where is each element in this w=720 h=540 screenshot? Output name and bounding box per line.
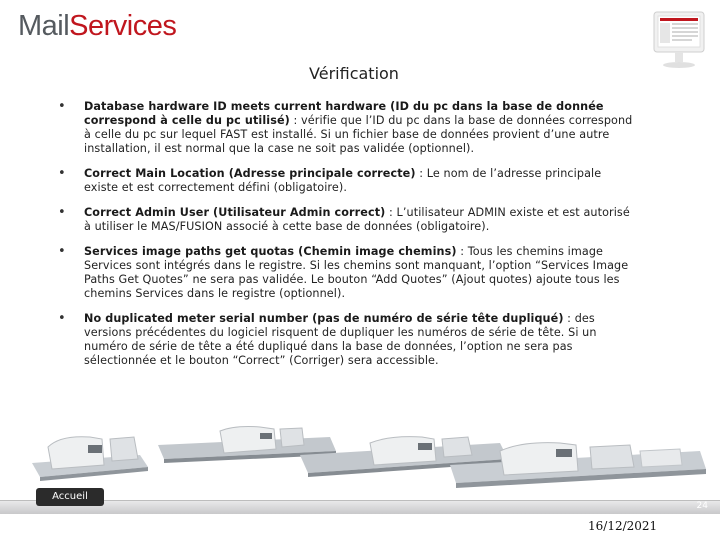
bullet-icon: • (58, 205, 66, 220)
bullet-icon: • (58, 244, 66, 259)
item-heading: Database hardware ID meets current hardware (ID du pc dans la base de donnée correspond à celle du pc utilisé) (84, 100, 604, 127)
item-description: : L’utilisateur ADMIN existe et est autorisé à utiliser le MAS/FUSION associé à cette base de données (obligatoire). (84, 206, 630, 233)
list-item-text (84, 100, 638, 156)
item-description: : vérifie que l’ID du pc dans la base de données correspond à celle du pc sur lequel FAST est installé. Si un fichier base de données provient d’une autre installation, il est normal que la case ne soit pas validée (optionnel). (84, 114, 633, 155)
item-description: : Le nom de l’adresse principale existe et est correctement défini (obligatoire). (84, 167, 602, 194)
list-item-text (84, 167, 638, 195)
home-button[interactable]: Accueil (36, 488, 104, 506)
item-description: : des versions précédentes du logiciel risquent de dupliquer les numéros de série de tête. Si un numéro de série de tête a été dupliqué dans la base de données, l’option ne sera pas sélectionnée et le bouton “Correct” (Corriger) sera accessible. (84, 312, 597, 367)
mailing-machine-small (32, 437, 148, 481)
page-number: 24 (696, 501, 708, 511)
item-heading: No duplicated meter serial number (pas de numéro de série tête dupliqué) (84, 312, 564, 325)
mailing-machines-illustration (30, 425, 710, 500)
verification-list (58, 100, 638, 379)
mailservices-logo (18, 10, 176, 43)
footer-bar (0, 500, 720, 514)
logo-services-text: Services (69, 10, 177, 42)
list-item (58, 167, 638, 195)
list-item (58, 312, 638, 368)
logo-mail-text: Mail (18, 10, 70, 42)
bullet-icon: • (58, 311, 66, 326)
list-item-text (84, 312, 638, 368)
page-title: Vérification (309, 64, 399, 83)
item-description: : Tous les chemins image Services sont intégrés dans le registre. Si les chemins sont manquant, l’option “Services Image Paths Get Quotes” ne sera pas validée. Le bouton “Add Quotes” (Ajout quotes) ajoute tous les chemins Services dans le registre (optionnel). (84, 245, 629, 300)
list-item (58, 206, 638, 234)
list-item (58, 245, 638, 301)
item-heading: Correct Admin User (Utilisateur Admin correct) (84, 206, 386, 219)
list-item-text (84, 245, 638, 301)
monitor-icon (648, 10, 710, 70)
list-item-text (84, 206, 638, 234)
bullet-icon: • (58, 166, 66, 181)
list-item (58, 100, 638, 156)
item-heading: Services image paths get quotas (Chemin image chemins) (84, 245, 457, 258)
bullet-icon: • (58, 99, 66, 114)
slide-date: 16/12/2021 (588, 519, 658, 533)
item-heading: Correct Main Location (Adresse principale correcte) (84, 167, 416, 180)
